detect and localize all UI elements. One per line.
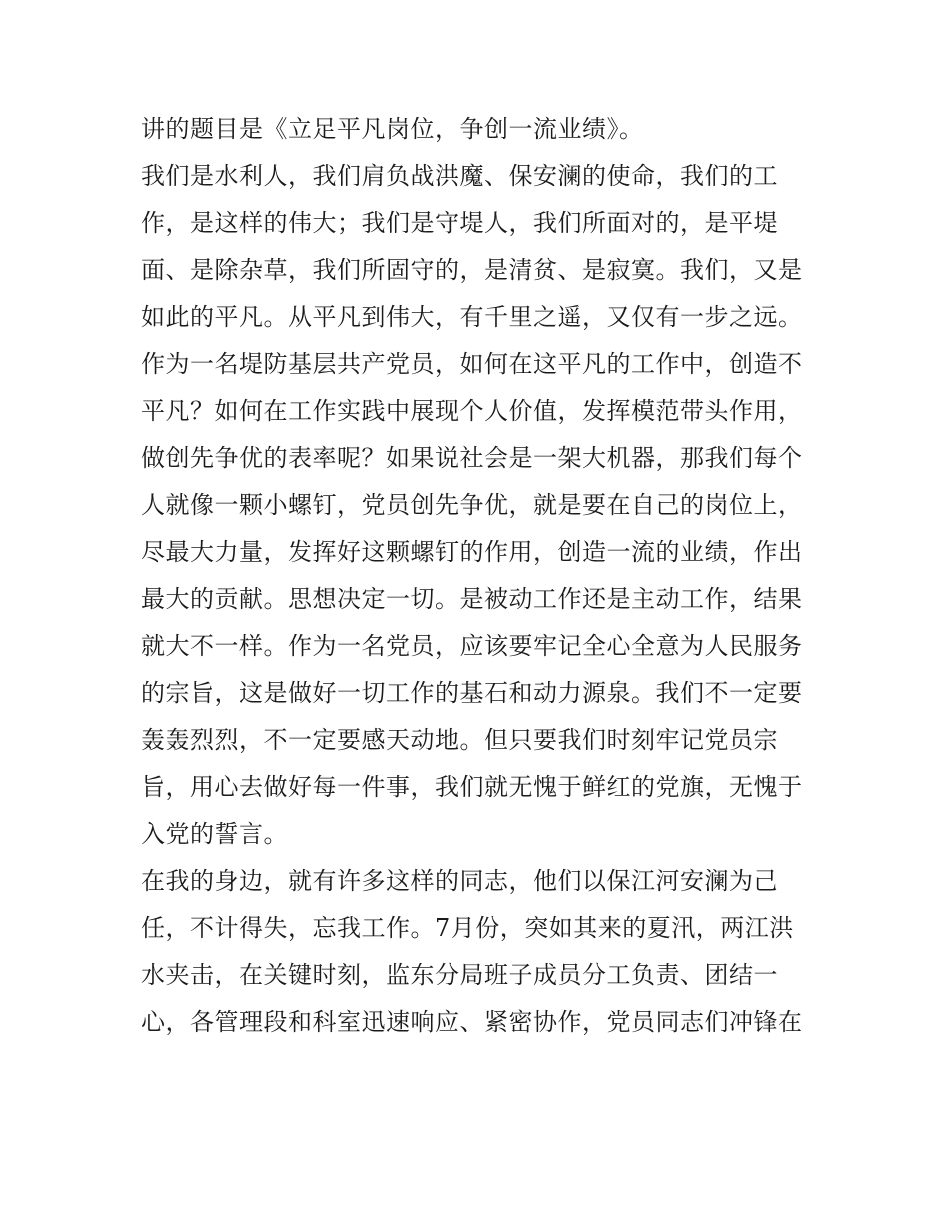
- text-line: 面、是除杂草，我们所固守的，是清贫、是寂寞。我们，又是: [141, 256, 803, 284]
- text-line: 做创先争优的表率呢？如果说社会是一架大机器，那我们每个: [141, 444, 803, 472]
- text-line: 尽最大力量，发挥好这颗螺钉的作用，创造一流的业绩，作出: [141, 538, 803, 566]
- text-line: 在我的身边，就有许多这样的同志，他们以保江河安澜为己: [141, 867, 778, 895]
- text-line: 如此的平凡。从平凡到伟大，有千里之遥，又仅有一步之远。: [141, 303, 803, 331]
- text-line: 心，各管理段和科室迅速响应、紧密协作，党员同志们冲锋在: [141, 1008, 803, 1036]
- text-line: 我们是水利人，我们肩负战洪魔、保安澜的使命，我们的工: [141, 162, 778, 190]
- text-line: 最大的贡献。思想决定一切。是被动工作还是主动工作，结果: [141, 585, 803, 613]
- text-line: 作，是这样的伟大；我们是守堤人，我们所面对的，是平堤: [141, 209, 778, 237]
- text-line: 轰轰烈烈，不一定要感天动地。但只要我们时刻牢记党员宗: [141, 726, 778, 754]
- text-line: 入党的誓言。: [141, 820, 288, 848]
- text-line: 旨，用心去做好每一件事，我们就无愧于鲜红的党旗，无愧于: [141, 773, 803, 801]
- text-line: 任，不计得失，忘我工作。7月份，突如其来的夏汛，两江洪: [141, 914, 794, 942]
- text-line: 讲的题目是《立足平凡岗位，争创一流业绩》。: [141, 115, 644, 143]
- text-line: 就大不一样。作为一名党员，应该要牢记全心全意为人民服务: [141, 632, 803, 660]
- text-line: 水夹击，在关键时刻，监东分局班子成员分工负责、团结一: [141, 961, 778, 989]
- text-line: 人就像一颗小螺钉，党员创先争优，就是要在自己的岗位上，: [141, 491, 803, 519]
- document-body: [141, 106, 821, 1046]
- text-line: 的宗旨，这是做好一切工作的基石和动力源泉。我们不一定要: [141, 679, 803, 707]
- text-line: 平凡？如何在工作实践中展现个人价值，发挥模范带头作用，: [141, 397, 803, 425]
- text-line: 作为一名堤防基层共产党员，如何在这平凡的工作中，创造不: [141, 350, 803, 378]
